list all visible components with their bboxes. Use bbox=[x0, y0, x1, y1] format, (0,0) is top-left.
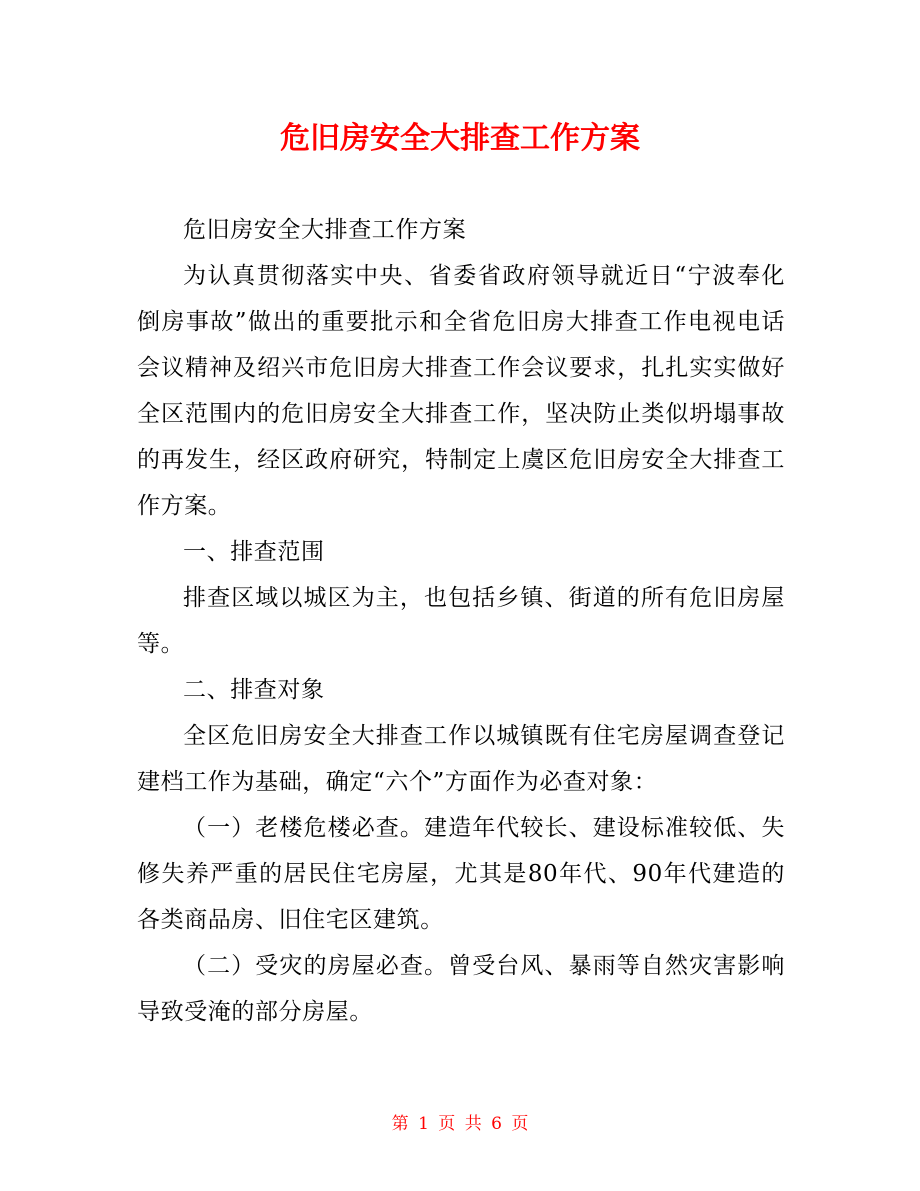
document-body bbox=[137, 207, 785, 1035]
page-footer: 第 1 页 共 6 页 bbox=[391, 1114, 529, 1134]
section-heading-targets: 二、排查对象 bbox=[183, 677, 325, 703]
section-heading-scope: 一、排查范围 bbox=[183, 539, 325, 565]
paragraph-scope: 排查区域以城区为主，也包括乡镇、街道的所有危旧房屋等。 bbox=[137, 585, 785, 657]
paragraph-intro: 为认真贯彻落实中央、省委省政府领导就近日“宁波奉化倒房事故”做出的重要批示和全省危旧房大排查工作电视电话会议精神及绍兴市危旧房大排查工作会议要求，扎扎实实做好全区范围内的危旧房安全大排查工作，坚决防止类似坍塌事故的再发生，经区政府研究，特制定上虞区危旧房安全大排查工作方案。 bbox=[137, 263, 785, 519]
paragraph-targets: 全区危旧房安全大排查工作以城镇既有住宅房屋调查登记建档工作为基础，确定“六个”方面作为必查对象： bbox=[137, 723, 785, 795]
document-title: 危旧房安全大排查工作方案 bbox=[280, 121, 640, 156]
paragraph-subtitle: 危旧房安全大排查工作方案 bbox=[183, 217, 467, 243]
paragraph-item-2: （二）受灾的房屋必查。曾受台风、暴雨等自然灾害影响导致受淹的部分房屋。 bbox=[137, 953, 785, 1025]
paragraph-item-1: （一）老楼危楼必查。建造年代较长、建设标准较低、失修失养严重的居民住宅房屋，尤其是80年代、90年代建造的各类商品房、旧住宅区建筑。 bbox=[137, 815, 785, 933]
